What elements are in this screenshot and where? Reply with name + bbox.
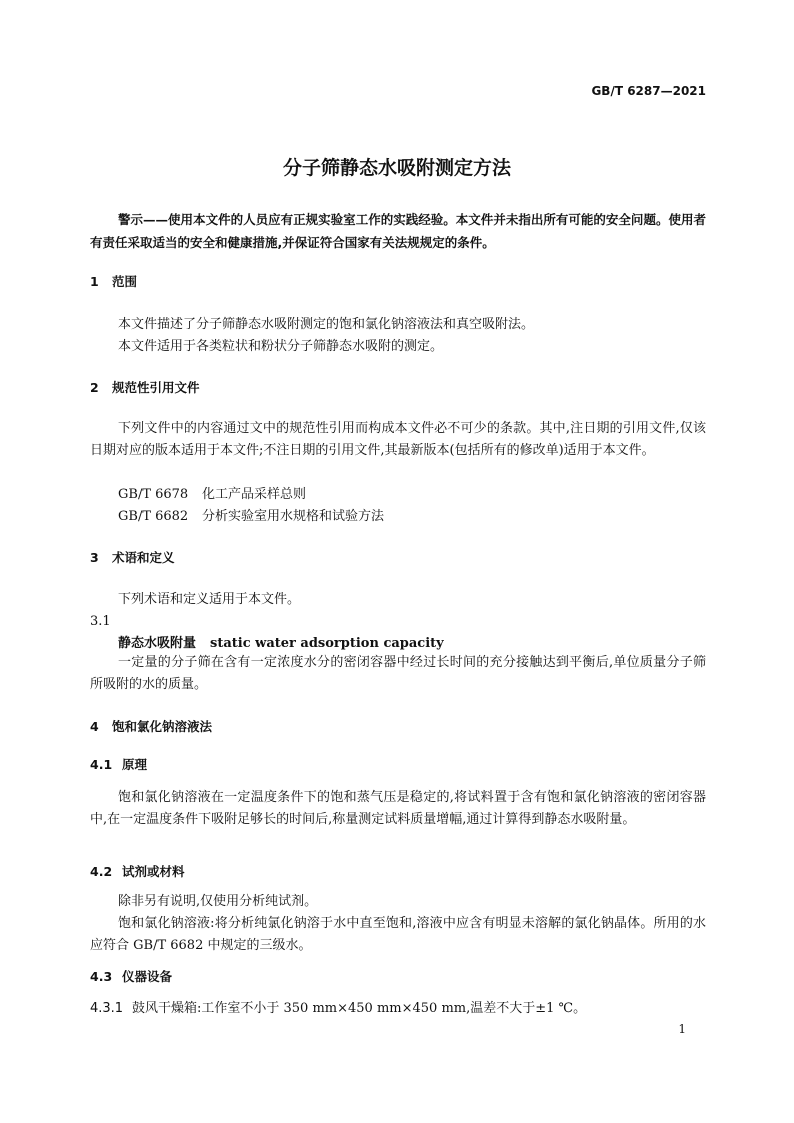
- subsection-title: 原理: [122, 757, 148, 772]
- normative-references-paragraph: 下列文件中的内容通过文中的规范性引用而构成本文件必不可少的条款。其中,注日期的引用文件,仅该日期对应的版本适用于本文件;不注日期的引用文件,其最新版本(包括所有的修改单)适用于本文件。: [90, 421, 706, 458]
- page-number: 1: [678, 1022, 686, 1036]
- term-definition: 一定量的分子筛在含有一定浓度水分的密闭容器中经过长时间的充分接触达到平衡后,单位质量分子筛所吸附的水的质量。: [90, 655, 706, 692]
- subsection-number: 4.2: [90, 864, 113, 879]
- standard-code: GB/T 6287—2021: [591, 84, 706, 98]
- section-title: 规范性引用文件: [112, 380, 200, 395]
- terms-intro-paragraph: 下列术语和定义适用于本文件。: [118, 592, 301, 607]
- term-number: 3.1: [90, 614, 111, 629]
- subsection-title: 试剂或材料: [122, 864, 185, 879]
- subsection-4-3-heading: [90, 966, 172, 988]
- section-title: 范围: [112, 274, 138, 289]
- reference-item: [118, 484, 306, 506]
- reference-title: 分析实验室用水规格和试验方法: [202, 509, 385, 524]
- clause-4-3-1: [90, 998, 706, 1020]
- reagents-paragraph-1: 除非另有说明,仅使用分析纯试剂。: [118, 894, 318, 909]
- scope-paragraph-1: 本文件描述了分子筛静态水吸附测定的饱和氯化钠溶液法和真空吸附法。: [118, 317, 535, 332]
- document-title: 分子筛静态水吸附测定方法: [282, 157, 511, 179]
- section-4-heading: [90, 716, 212, 738]
- reference-code: GB/T 6682: [118, 509, 189, 524]
- section-number: 4: [90, 719, 99, 734]
- section-title: 术语和定义: [112, 550, 175, 565]
- section-3-heading: [90, 547, 175, 569]
- section-number: 1: [90, 274, 99, 289]
- term-english: static water adsorption capacity: [210, 636, 444, 651]
- section-title: 饱和氯化钠溶液法: [112, 719, 213, 734]
- subsection-number: 4.3: [90, 969, 113, 984]
- clause-number: 4.3.1: [90, 1001, 124, 1016]
- warning-paragraph: 警示——使用本文件的人员应有正规实验室工作的实践经验。本文件并未指出所有可能的安全问题。使用者有责任采取适当的安全和健康措施,并保证符合国家有关法规规定的条件。: [90, 212, 706, 250]
- principle-paragraph: 饱和氯化钠溶液在一定温度条件下的饱和蒸气压是稳定的,将试料置于含有饱和氯化钠溶液的密闭容器中,在一定温度条件下吸附足够长的时间后,称量测定试料质量增幅,通过计算得到静态水吸附量。: [90, 790, 706, 827]
- reference-item: [118, 506, 384, 528]
- section-number: 3: [90, 550, 99, 565]
- section-1-heading: [90, 271, 137, 293]
- reference-title: 化工产品采样总则: [202, 487, 307, 502]
- clause-text: 鼓风干燥箱:工作室不小于 350 mm×450 mm×450 mm,温差不大于±1 ℃。: [132, 1001, 587, 1016]
- reagents-paragraph-2: 饱和氯化钠溶液:将分析纯氯化钠溶于水中直至饱和,溶液中应含有明显未溶解的氯化钠晶体。所用的水应符合 GB/T 6682 中规定的三级水。: [90, 916, 706, 953]
- section-2-heading: [90, 377, 200, 399]
- subsection-4-1-heading: [90, 754, 147, 776]
- subsection-4-2-heading: [90, 861, 185, 883]
- subsection-title: 仪器设备: [122, 969, 173, 984]
- reference-code: GB/T 6678: [118, 487, 189, 502]
- subsection-number: 4.1: [90, 757, 113, 772]
- scope-paragraph-2: 本文件适用于各类粒状和粉状分子筛静态水吸附的测定。: [118, 339, 444, 354]
- section-number: 2: [90, 380, 99, 395]
- term-chinese: 静态水吸附量: [118, 636, 197, 651]
